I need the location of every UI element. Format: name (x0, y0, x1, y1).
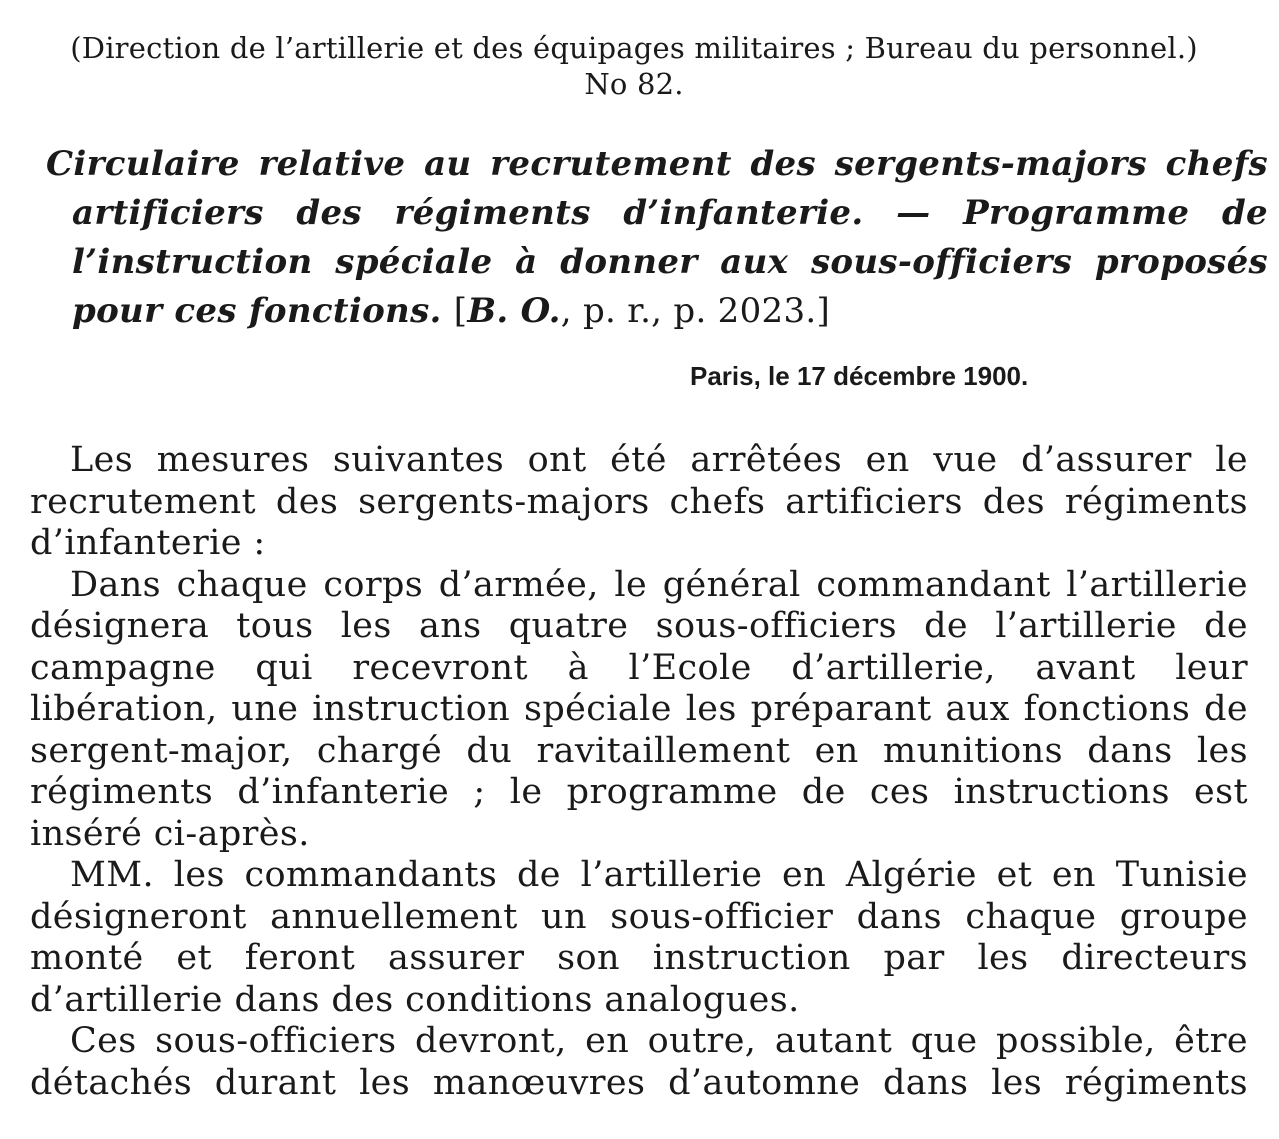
paragraph: Les mesures suivantes ont été arrêtées en vue d’assurer le recrutement des sergents-majors chefs artificiers des régiments d’infanterie : (30, 440, 1248, 563)
paragraph: Ces sous-officiers devront, en outre, autant que possible, être détachés durant les manœuvres d’automne dans les régiments (30, 1021, 1248, 1103)
bulletin-source: B. O. (467, 291, 561, 331)
paragraph: MM. les commandants de l’artillerie en Algérie et en Tunisie désigneront annuellement un sous-officier dans chaque groupe monté et feront assurer son instruction par les directeurs d’artillerie dans des conditions analogues. (30, 855, 1248, 1020)
document-header (18, 30, 1250, 102)
direction-line: (Direction de l’artillerie et des équipages militaires ; Bureau du personnel.) (70, 31, 1198, 65)
bulletin-reference: [B. O., p. r., p. 2023.] (453, 291, 831, 331)
dateline: Paris, le 17 décembre 1900. (690, 361, 1029, 391)
circular-title (46, 140, 1268, 336)
title-text: Circulaire relative au recrutement des sergents-majors chefs artificiers des régiments d’infanterie. — Programme de l’instruction spéciale à donner aux sous-officiers proposés pour ces fonctions. (46, 144, 1268, 331)
paragraph: Dans chaque corps d’armée, le général commandant l’artillerie désignera tous les ans quatre sous-officiers de l’artillerie de campagne qui recevront à l’Ecole d’artillerie, avant leur libération, une instruction spéciale les préparant aux fonctions de sergent-major, chargé du ravitaillement en munitions dans les régiments d’infanterie ; le programme de ces instructions est inséré ci-après. (30, 564, 1248, 854)
body-text (30, 440, 1248, 1104)
circular-number: No 82. (584, 67, 684, 101)
bulletin-pages: , p. r., p. 2023. (560, 291, 817, 331)
